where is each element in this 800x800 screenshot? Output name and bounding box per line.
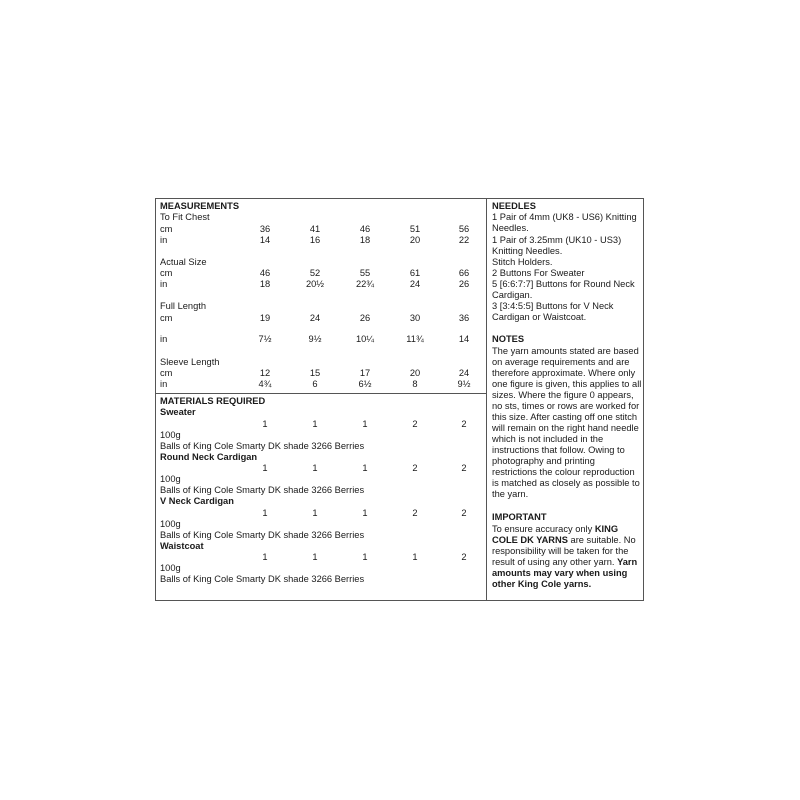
unit-label: cm bbox=[160, 368, 173, 378]
table-cell: 46 bbox=[359, 224, 371, 234]
table-cell: 1 bbox=[262, 463, 268, 473]
table-cell: 66 bbox=[458, 268, 470, 278]
important-heading: IMPORTANT bbox=[492, 512, 547, 522]
unit-label: in bbox=[160, 235, 168, 245]
table-cell: 2 bbox=[461, 508, 467, 518]
table-cell: 9½ bbox=[457, 379, 471, 389]
table-cell: 2 bbox=[412, 463, 418, 473]
table-cell: 1 bbox=[262, 419, 268, 429]
needles-item: 3 [3:4:5:5] Buttons for V Neck Cardigan or Waistcoat. bbox=[492, 301, 614, 322]
sleeve-length-label: Sleeve Length bbox=[160, 357, 220, 367]
table-cell: 2 bbox=[461, 463, 467, 473]
table-cell: 14 bbox=[458, 334, 470, 344]
yarn-description: Balls of King Cole Smarty DK shade 3266 Berries bbox=[160, 441, 365, 451]
table-cell: 1 bbox=[262, 508, 268, 518]
table-cell: 10¼ bbox=[355, 334, 375, 344]
table-cell: 17 bbox=[359, 368, 371, 378]
garment-name: Waistcoat bbox=[160, 541, 204, 551]
table-cell: 1 bbox=[362, 552, 368, 562]
table-cell: 8 bbox=[412, 379, 418, 389]
garment-name: Round Neck Cardigan bbox=[160, 452, 258, 462]
table-cell: 18 bbox=[259, 279, 271, 289]
important-text-a: To ensure accuracy only bbox=[492, 524, 595, 534]
table-cell: 18 bbox=[359, 235, 371, 245]
unit-label: cm bbox=[160, 313, 173, 323]
table-cell: 22¾ bbox=[355, 279, 375, 289]
table-cell: 26 bbox=[359, 313, 371, 323]
to-fit-chest-label: To Fit Chest bbox=[160, 212, 210, 222]
table-cell: 36 bbox=[458, 313, 470, 323]
table-cell: 16 bbox=[309, 235, 321, 245]
yarn-weight: 100g bbox=[160, 430, 181, 440]
table-cell: 55 bbox=[359, 268, 371, 278]
table-cell: 46 bbox=[259, 268, 271, 278]
table-cell: 6 bbox=[312, 379, 318, 389]
table-cell: 1 bbox=[362, 508, 368, 518]
table-cell: 11¾ bbox=[406, 334, 424, 344]
needles-item: 1 Pair of 3.25mm (UK10 - US3) Knitting Needles. bbox=[492, 235, 622, 256]
yarn-description: Balls of King Cole Smarty DK shade 3266 Berries bbox=[160, 574, 365, 584]
needles-item: Stitch Holders. bbox=[492, 257, 553, 267]
table-cell: 20 bbox=[409, 235, 421, 245]
garment-name: V Neck Cardigan bbox=[160, 496, 234, 506]
table-cell: 1 bbox=[412, 552, 418, 562]
unit-label: in bbox=[160, 279, 168, 289]
table-cell: 26 bbox=[458, 279, 470, 289]
yarn-description: Balls of King Cole Smarty DK shade 3266 Berries bbox=[160, 530, 365, 540]
table-cell: 20½ bbox=[305, 279, 325, 289]
table-cell: 6½ bbox=[358, 379, 372, 389]
table-cell: 22 bbox=[458, 235, 470, 245]
actual-size-label: Actual Size bbox=[160, 257, 207, 267]
table-cell: 20 bbox=[409, 368, 421, 378]
table-cell: 9½ bbox=[308, 334, 322, 344]
materials-heading: MATERIALS REQUIRED bbox=[160, 396, 266, 406]
table-cell: 2 bbox=[412, 508, 418, 518]
measurements-heading: MEASUREMENTS bbox=[160, 201, 240, 211]
important-warning: Yarn amounts may vary when using other King Cole yarns. bbox=[492, 557, 638, 589]
table-cell: 2 bbox=[461, 552, 467, 562]
table-cell: 52 bbox=[309, 268, 321, 278]
table-cell: 51 bbox=[409, 224, 421, 234]
needles-heading: NEEDLES bbox=[492, 201, 536, 211]
important-text-c: are suitable. No responsibility will be taken for the result of using any other yarn. bbox=[492, 535, 636, 567]
table-cell: 1 bbox=[362, 463, 368, 473]
table-cell: 1 bbox=[312, 508, 318, 518]
unit-label: in bbox=[160, 379, 168, 389]
garment-name: Sweater bbox=[160, 407, 196, 417]
yarn-weight: 100g bbox=[160, 519, 181, 529]
table-cell: 24 bbox=[409, 279, 421, 289]
table-cell: 1 bbox=[312, 419, 318, 429]
table-cell: 1 bbox=[312, 552, 318, 562]
table-cell: 30 bbox=[409, 313, 421, 323]
needles-item: 5 [6:6:7:7] Buttons for Round Neck Cardigan. bbox=[492, 279, 635, 300]
yarn-weight: 100g bbox=[160, 474, 181, 484]
table-cell: 41 bbox=[309, 224, 321, 234]
table-cell: 24 bbox=[309, 313, 321, 323]
table-cell: 1 bbox=[312, 463, 318, 473]
important-text bbox=[492, 524, 642, 590]
table-cell: 12 bbox=[259, 368, 271, 378]
yarn-weight: 100g bbox=[160, 563, 181, 573]
table-cell: 15 bbox=[309, 368, 321, 378]
notes-text: The yarn amounts stated are based on average requirements and are therefore approximate. Where only one figure is given, this applies to all sizes. Where the figure 0 appears, no sts, times or rows are worked for this size. After casting off one stitch will remain on the right hand needle which is not included in the instructions that follow. Owing to photography and printing restrictions the colour reproduction is matched as closely as possible to the yarn. bbox=[492, 346, 642, 499]
unit-label: in bbox=[160, 334, 168, 344]
table-cell: 24 bbox=[458, 368, 470, 378]
column-divider bbox=[486, 198, 487, 601]
table-cell: 4¾ bbox=[258, 379, 272, 389]
table-cell: 7½ bbox=[258, 334, 272, 344]
table-cell: 2 bbox=[412, 419, 418, 429]
yarn-description: Balls of King Cole Smarty DK shade 3266 Berries bbox=[160, 485, 365, 495]
needles-item: 2 Buttons For Sweater bbox=[492, 268, 585, 278]
table-cell: 19 bbox=[259, 313, 271, 323]
table-cell: 14 bbox=[259, 235, 271, 245]
notes-heading: NOTES bbox=[492, 334, 525, 344]
needles-item: 1 Pair of 4mm (UK8 - US6) Knitting Needles. bbox=[492, 212, 637, 233]
unit-label: cm bbox=[160, 268, 173, 278]
table-cell: 1 bbox=[262, 552, 268, 562]
section-divider bbox=[155, 393, 486, 394]
unit-label: cm bbox=[160, 224, 173, 234]
table-cell: 2 bbox=[461, 419, 467, 429]
full-length-label: Full Length bbox=[160, 301, 206, 311]
table-cell: 1 bbox=[362, 419, 368, 429]
important-brand: KING COLE DK YARNS bbox=[492, 524, 619, 545]
table-cell: 61 bbox=[409, 268, 421, 278]
table-cell: 56 bbox=[458, 224, 470, 234]
table-cell: 36 bbox=[259, 224, 271, 234]
